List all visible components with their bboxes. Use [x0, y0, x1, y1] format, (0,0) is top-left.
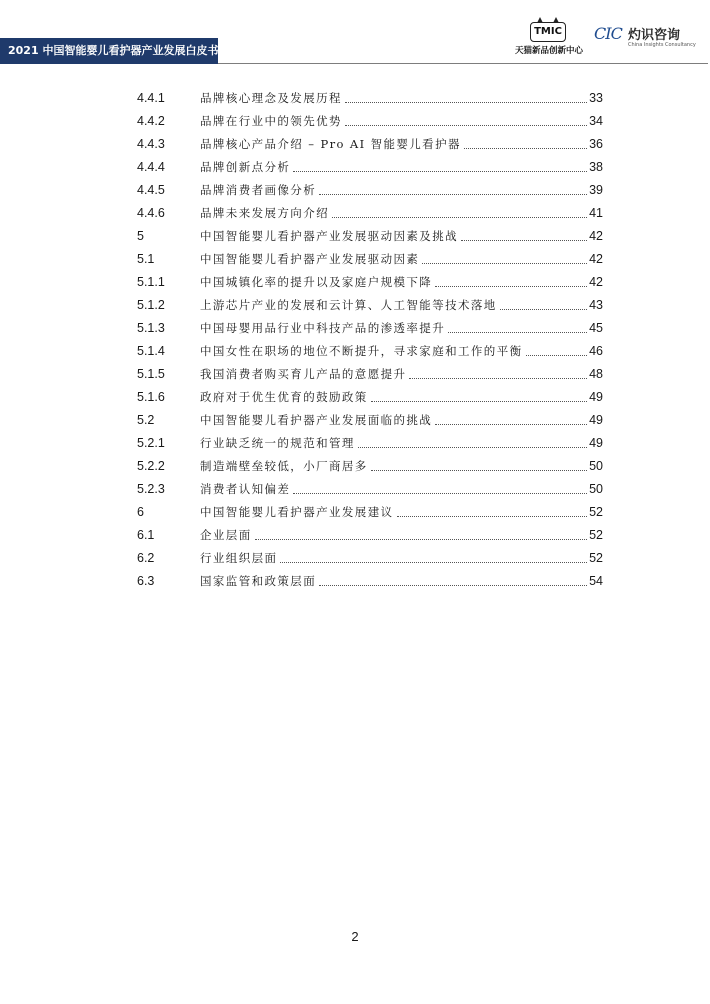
toc-dot-leader [464, 148, 587, 149]
toc-entry-number: 5.1.1 [137, 274, 165, 289]
toc-entry-title: 我国消费者购买育儿产品的意愿提升 [200, 366, 407, 381]
toc-entry-page: 38 [589, 159, 603, 174]
header-rule [218, 63, 708, 64]
toc-entry-number: 6.2 [137, 550, 155, 565]
toc-entry-number: 5.1.2 [137, 297, 165, 312]
tmic-logo [512, 22, 586, 62]
toc-entry-page: 33 [589, 90, 603, 105]
toc-entry-title: 行业缺乏统一的规范和管理 [200, 435, 355, 450]
toc-entry-page: 42 [589, 228, 603, 243]
toc-entry[interactable] [137, 477, 603, 500]
cic-logo-sub: China Insights Consultancy [628, 42, 696, 48]
toc-entry[interactable] [137, 201, 603, 224]
toc-dot-leader [448, 332, 587, 333]
toc-entry-title: 品牌核心产品介绍 – Pro AI 智能婴儿看护器 [200, 136, 461, 151]
toc-entry-title: 品牌创新点分析 [200, 159, 291, 174]
toc-dot-leader [280, 562, 587, 563]
toc-entry[interactable] [137, 247, 603, 270]
toc-entry-page: 41 [589, 205, 603, 220]
toc-entry[interactable] [137, 546, 603, 569]
toc-entry-page: 46 [589, 343, 603, 358]
tmic-logo-text: 天猫新品创新中心 [514, 46, 583, 56]
toc-dot-leader [435, 286, 587, 287]
toc-entry-number: 4.4.1 [137, 90, 165, 105]
page-header [0, 24, 710, 68]
toc-entry[interactable] [137, 109, 603, 132]
toc-dot-leader [332, 217, 587, 218]
toc-dot-leader [345, 102, 587, 103]
toc-entry-title: 品牌未来发展方向介绍 [200, 205, 329, 220]
toc-dot-leader [358, 447, 587, 448]
toc-entry-page: 39 [589, 182, 603, 197]
toc-entry-number: 5.1.5 [137, 366, 165, 381]
toc-entry-number: 5.1.6 [137, 389, 165, 404]
toc-entry-number: 4.4.3 [137, 136, 165, 151]
toc-dot-leader [435, 424, 587, 425]
toc-entry[interactable] [137, 454, 603, 477]
toc-entry-number: 4.4.5 [137, 182, 165, 197]
toc-entry[interactable] [137, 178, 603, 201]
toc-entry[interactable] [137, 431, 603, 454]
toc-entry-title: 品牌消费者画像分析 [200, 182, 317, 197]
toc-entry-page: 52 [589, 550, 603, 565]
toc-entry-title: 品牌在行业中的领先优势 [200, 113, 342, 128]
toc-dot-leader [319, 585, 587, 586]
toc-dot-leader [422, 263, 587, 264]
toc-dot-leader [371, 470, 587, 471]
toc-dot-leader [293, 493, 587, 494]
toc-entry-page: 45 [589, 320, 603, 335]
toc-entry-page: 50 [589, 481, 603, 496]
toc-entry-page: 49 [589, 412, 603, 427]
tmic-logo-badge: TMIC [530, 22, 566, 42]
toc-entry-number: 5.2.2 [137, 458, 165, 473]
toc-entry[interactable] [137, 569, 603, 592]
toc-entry-title: 行业组织层面 [200, 550, 278, 565]
toc-entry-number: 4.4.6 [137, 205, 165, 220]
toc-entry-page: 54 [589, 573, 603, 588]
table-of-contents [137, 86, 603, 592]
toc-entry-page: 34 [589, 113, 603, 128]
toc-entry[interactable] [137, 132, 603, 155]
toc-entry[interactable] [137, 86, 603, 109]
toc-entry[interactable] [137, 523, 603, 546]
toc-entry-page: 42 [589, 251, 603, 266]
toc-dot-leader [461, 240, 587, 241]
toc-entry-page: 49 [589, 435, 603, 450]
toc-entry[interactable] [137, 316, 603, 339]
toc-dot-leader [397, 516, 588, 517]
toc-entry-number: 5.2.3 [137, 481, 165, 496]
toc-entry-page: 48 [589, 366, 603, 381]
toc-entry[interactable] [137, 339, 603, 362]
header-title: 2021 中国智能婴儿看护器产业发展白皮书 [0, 38, 218, 64]
toc-entry-number: 4.4.2 [137, 113, 165, 128]
toc-entry-number: 5.1.3 [137, 320, 165, 335]
toc-entry[interactable] [137, 224, 603, 247]
toc-entry-number: 5.2 [137, 412, 155, 427]
cic-logo [594, 24, 704, 60]
toc-entry[interactable] [137, 500, 603, 523]
toc-entry-number: 4.4.4 [137, 159, 165, 174]
toc-entry-page: 42 [589, 274, 603, 289]
toc-dot-leader [371, 401, 587, 402]
toc-entry-title: 中国城镇化率的提升以及家庭户规模下降 [200, 274, 433, 289]
toc-entry-title: 制造端壁垒较低，小厂商居多 [200, 458, 368, 473]
toc-dot-leader [500, 309, 587, 310]
toc-dot-leader [526, 355, 588, 356]
toc-entry-title: 消费者认知偏差 [200, 481, 291, 496]
toc-entry[interactable] [137, 270, 603, 293]
cic-logo-name: 灼识咨询 [628, 28, 681, 43]
toc-entry-page: 52 [589, 527, 603, 542]
toc-entry[interactable] [137, 385, 603, 408]
toc-entry-number: 5.2.1 [137, 435, 165, 450]
toc-dot-leader [345, 125, 587, 126]
toc-entry-page: 36 [589, 136, 603, 151]
toc-entry[interactable] [137, 362, 603, 385]
toc-entry-title: 上游芯片产业的发展和云计算、人工智能等技术落地 [200, 297, 497, 312]
toc-entry-title: 政府对于优生优育的鼓励政策 [200, 389, 368, 404]
toc-entry-number: 5.1 [137, 251, 155, 266]
toc-entry-number: 6.3 [137, 573, 155, 588]
page-number: 2 [351, 929, 359, 944]
toc-entry[interactable] [137, 293, 603, 316]
toc-entry-number: 6.1 [137, 527, 155, 542]
toc-entry-title: 中国母婴用品行业中科技产品的渗透率提升 [200, 320, 446, 335]
toc-entry-number: 5 [137, 228, 144, 243]
toc-entry-page: 50 [589, 458, 603, 473]
toc-entry-page: 52 [589, 504, 603, 519]
toc-dot-leader [255, 539, 587, 540]
toc-entry-page: 49 [589, 389, 603, 404]
toc-dot-leader [293, 171, 587, 172]
toc-entry-title: 中国智能婴儿看护器产业发展驱动因素及挑战 [200, 228, 458, 243]
toc-entry-page: 43 [589, 297, 603, 312]
toc-entry-number: 6 [137, 504, 144, 519]
toc-entry-number: 5.1.4 [137, 343, 165, 358]
toc-entry-title: 中国智能婴儿看护器产业发展驱动因素 [200, 251, 420, 266]
toc-entry[interactable] [137, 155, 603, 178]
toc-entry-title: 中国女性在职场的地位不断提升，寻求家庭和工作的平衡 [200, 343, 523, 358]
toc-entry-title: 企业层面 [200, 527, 252, 542]
toc-entry-title: 中国智能婴儿看护器产业发展建议 [200, 504, 394, 519]
toc-entry-title: 中国智能婴儿看护器产业发展面临的挑战 [200, 412, 433, 427]
toc-dot-leader [409, 378, 587, 379]
cic-logo-mark: CIC [594, 24, 622, 43]
toc-entry-title: 国家监管和政策层面 [200, 573, 317, 588]
toc-entry-title: 品牌核心理念及发展历程 [200, 90, 342, 105]
toc-dot-leader [319, 194, 587, 195]
toc-entry[interactable] [137, 408, 603, 431]
